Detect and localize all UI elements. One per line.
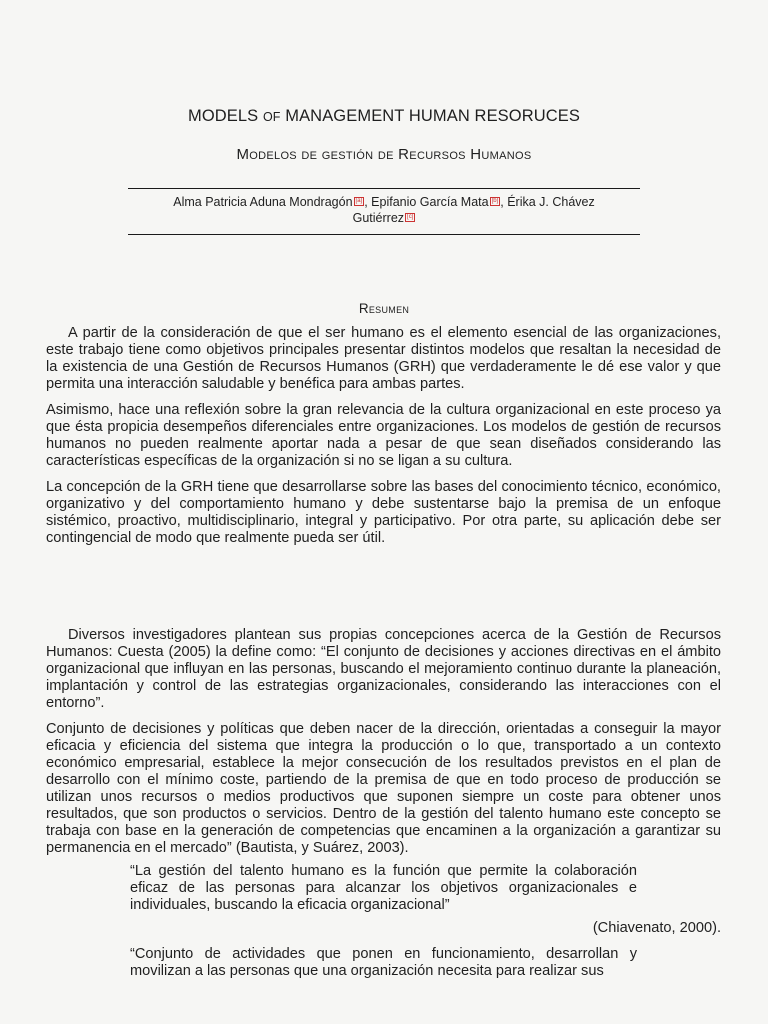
title-english xyxy=(0,107,768,126)
author-affiliation-link[interactable]: [a] xyxy=(355,198,363,204)
title-english-of: OF xyxy=(262,110,281,124)
bottom-divider xyxy=(128,234,640,235)
quote-citation: (Chiavenato, 2000). xyxy=(592,920,721,936)
author-name: Alma Patricia Aduna Mondragón xyxy=(173,195,353,209)
author-separator: , xyxy=(364,195,372,209)
author-affiliation-link[interactable]: [c] xyxy=(407,213,414,220)
abstract-paragraph: La concepción de la GRH tiene que desarrollarse sobre las bases del conocimiento técnico, económico, organizativo y del comportamiento humano y debe sustentarse bajo la premisa de un enfoque sistémico, proactivo, multidisciplinario, integral y participativo. Por otra parte, su aplicación debe ser contingencial de modo que realmente pueda ser útil. xyxy=(46,479,721,546)
author-name: Epifanio García Mata xyxy=(371,195,489,209)
abstract-paragraph: Asimismo, hace una reflexión sobre la gran relevancia de la cultura organizacional en este proceso ya que ésta propicia desempeños diferenciales entre organizaciones. Los modelos de gestión de recursos humanos no pueden realmente aportar nada a pesar de que sean diseñados considerando las características específicas de la organización si no se ligan a su cultura. xyxy=(46,402,721,469)
title-english-part1: MODELS xyxy=(188,107,259,125)
title-spanish: Modelos de gestión de Recursos Humanos xyxy=(236,146,532,163)
body-paragraph: Conjunto de decisiones y políticas que deben nacer de la dirección, orientadas a conseguir la mayor eficacia y eficiencia del sistema que integra la producción o lo que, transportado a un contexto económico empresarial, establece la mejor consecución de los resultados previstos en el plan de desarrollo con el mínimo coste, partiendo de la premisa de que en todo proceso de producción se utilizan unos recursos o medios productivos que suponen siempre un coste para obtener unos resultados, que son productos o servicios. Dentro de la gestión del talento humano este concepto se trabaja con base en la generación de competencias que encaminen a la organización a garantizar su permanencia en el mercado” (Bautista, y Suárez, 2003). xyxy=(46,721,721,856)
author-name: Érika J. Chávez Gutiérrez xyxy=(352,195,595,225)
body-paragraph: Diversos investigadores plantean sus propias concepciones acerca de la Gestión de Recursos Humanos: Cuesta (2005) la define como: “El conjunto de decisiones y acciones directivas en el ámbito organizacional que influyan en las personas, buscando el mejoramiento continuo durante la planeación, implantación y control de las estrategias organizacionales, considerando las interacciones con el entorno”. xyxy=(46,627,721,711)
block-quote: “Conjunto de actividades que ponen en funcionamiento, desarrollan y movilizan a las personas que una organización necesita para realizar sus xyxy=(130,946,637,979)
author-list xyxy=(150,195,618,226)
author-separator: , xyxy=(500,195,508,209)
abstract-paragraph: A partir de la consideración de que el ser humano es el elemento esencial de las organizaciones, este trabajo tiene como objetivos principales presentar distintos modelos que resaltan la necesidad de la existencia de una Gestión de Recursos Humanos (GRH) que verdaderamente le dé ese valor y que permita una interacción saludable y benéfica para ambas partes. xyxy=(46,325,721,392)
top-divider xyxy=(128,188,640,189)
title-english-part2: MANAGEMENT HUMAN RESORUCES xyxy=(285,107,580,125)
block-quote: “La gestión del talento humano es la función que permite la colaboración eficaz de las personas para alcanzar los objetivos organizacionales e individuales, buscando la eficacia organizacional” xyxy=(130,863,637,913)
author-affiliation-link[interactable]: [b] xyxy=(491,198,499,204)
abstract-heading: Resumen xyxy=(358,301,410,316)
